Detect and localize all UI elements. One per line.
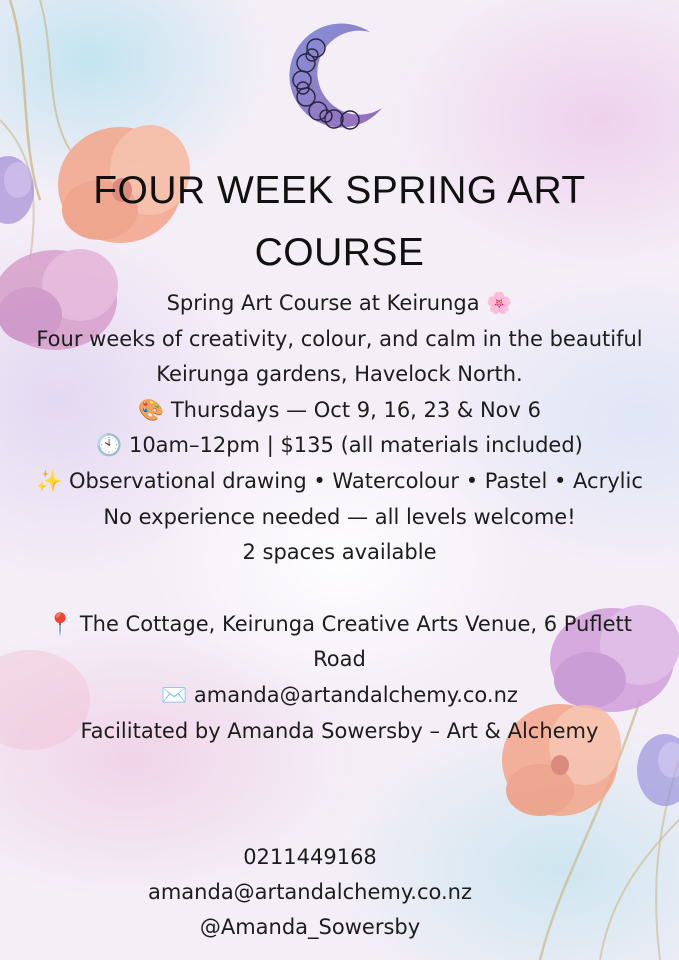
- venue-location: 📍 The Cottage, Keirunga Creative Arts Venue, 6 Puflett Road: [47, 611, 632, 672]
- contact-email: amanda@artandalchemy.co.nz: [147, 880, 473, 904]
- course-time-price: 🕙 10am–12pm | $135 (all materials included): [96, 433, 583, 458]
- contact-block: [60, 840, 560, 945]
- crescent-moon-logo: [278, 18, 398, 138]
- course-schedule: 🎨 Thursdays — Oct 9, 16, 23 & Nov 6: [138, 397, 541, 422]
- email-line: ✉️ amanda@artandalchemy.co.nz: [161, 682, 518, 707]
- course-description: Four weeks of creativity, colour, and calm in the beautiful Keirunga gardens, Havelock North.: [36, 326, 643, 387]
- poster-title: FOUR WEEK SPRING ART COURSE: [93, 169, 586, 274]
- course-experience: No experience needed — all levels welcome!: [103, 504, 576, 529]
- section-spacer: [30, 571, 649, 607]
- course-spaces: 2 spaces available: [242, 540, 437, 565]
- course-mediums: ✨ Observational drawing • Watercolour • Pastel • Acrylic: [36, 468, 643, 493]
- facilitator-line: Facilitated by Amanda Sowersby – Art & Alchemy: [80, 718, 599, 743]
- course-heading: Spring Art Course at Keirunga 🌸: [166, 291, 513, 315]
- flower-left-purple: [0, 156, 34, 224]
- contact-handle: @Amanda_Sowersby: [199, 915, 421, 939]
- course-details: [30, 286, 649, 749]
- contact-phone: 0211449168: [243, 845, 377, 869]
